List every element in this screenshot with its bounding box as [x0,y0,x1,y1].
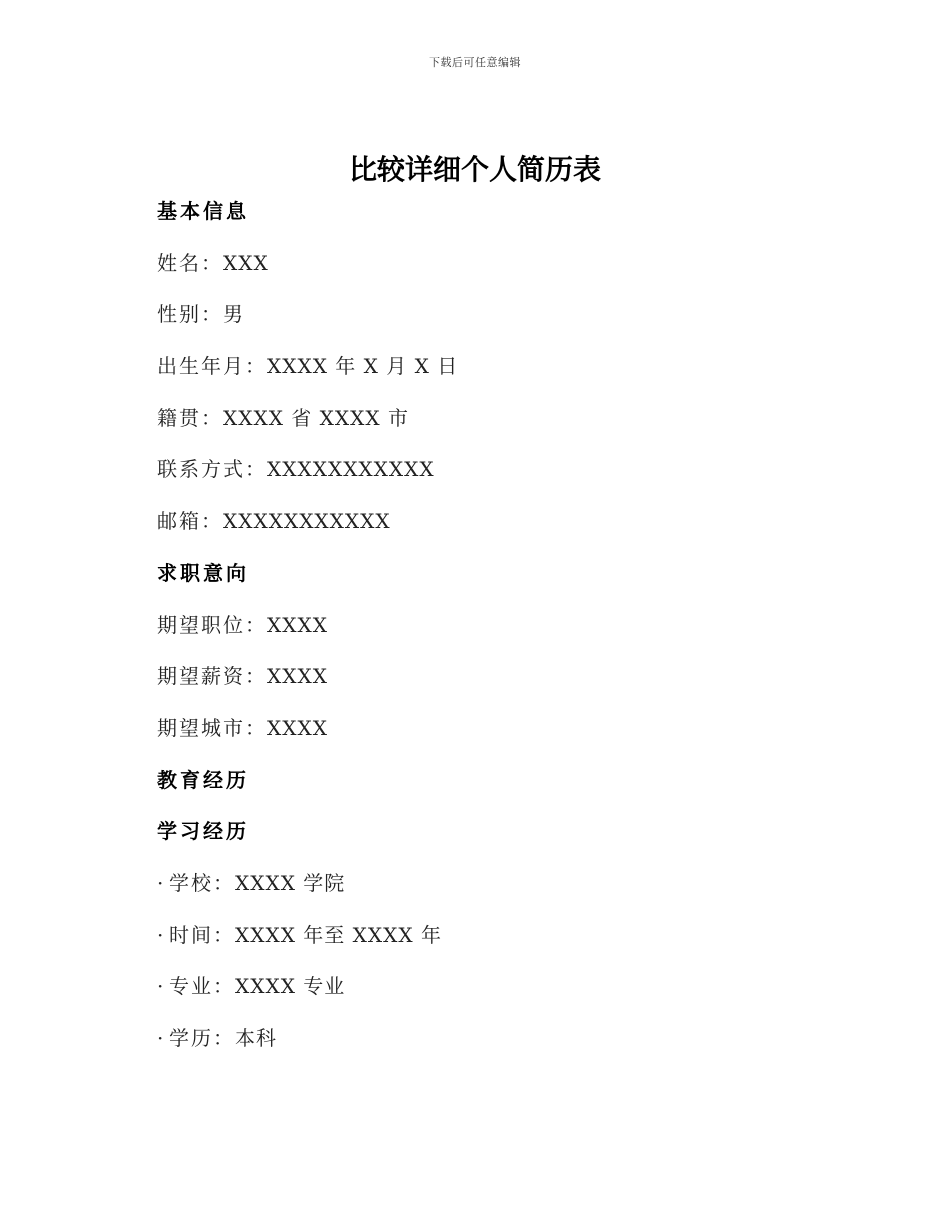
bullet-marker: · [157,1026,164,1050]
field-expected-city [157,713,817,765]
bullet-marker: · [157,922,164,947]
field-value: XXXX 专业 [235,974,346,999]
field-value: XXXXXXXXXXX [267,457,435,482]
list-item-degree [157,1023,817,1075]
field-label: 专业： [169,974,235,999]
field-label: 姓名： [157,250,223,275]
field-label: 期望薪资： [157,664,267,689]
field-expected-salary [157,661,817,713]
field-value: 本科 [235,1026,277,1050]
field-label: 性别： [157,302,223,327]
field-value: XXXX [267,664,328,689]
field-email [157,506,817,558]
section-heading-education: 教育经历 [157,767,249,792]
resume-content [157,196,817,1075]
section-heading-study: 学习经历 [157,819,249,844]
field-expected-position [157,610,817,662]
bullet-marker: · [157,974,164,999]
field-contact [157,454,817,506]
field-value: XXXX 年至 XXXX 年 [235,922,442,947]
field-value: 男 [223,302,244,327]
section-heading-job-intent: 求职意向 [157,560,249,585]
field-value: XXXX [267,715,328,740]
field-label: 邮箱： [157,509,223,534]
field-label: 学校： [169,870,235,895]
section-heading-basic-info: 基本信息 [157,199,249,223]
field-value: XXX [223,250,269,275]
field-label: 联系方式： [157,457,267,482]
list-item-period [157,920,817,972]
field-name [157,248,817,300]
field-gender [157,299,817,351]
field-label: 学历： [169,1026,235,1050]
field-value: XXXX 省 XXXX 市 [223,405,409,430]
field-value: XXXX 学院 [235,870,346,895]
bullet-marker: · [157,870,164,895]
field-label: 时间： [169,922,235,947]
field-label: 期望城市： [157,715,267,740]
field-birth-date [157,351,817,403]
field-native-place [157,403,817,455]
field-value: XXXXXXXXXXX [223,509,391,534]
page-header-note: 下载后可任意编辑 [429,56,521,69]
field-value: XXXX [267,612,328,637]
list-item-school [157,868,817,920]
field-value: XXXX 年 X 月 X 日 [267,354,459,379]
list-item-major [157,971,817,1023]
field-label: 出生年月： [157,354,267,379]
field-label: 籍贯： [157,405,223,430]
field-label: 期望职位： [157,612,267,637]
document-title: 比较详细个人简历表 [348,153,601,186]
